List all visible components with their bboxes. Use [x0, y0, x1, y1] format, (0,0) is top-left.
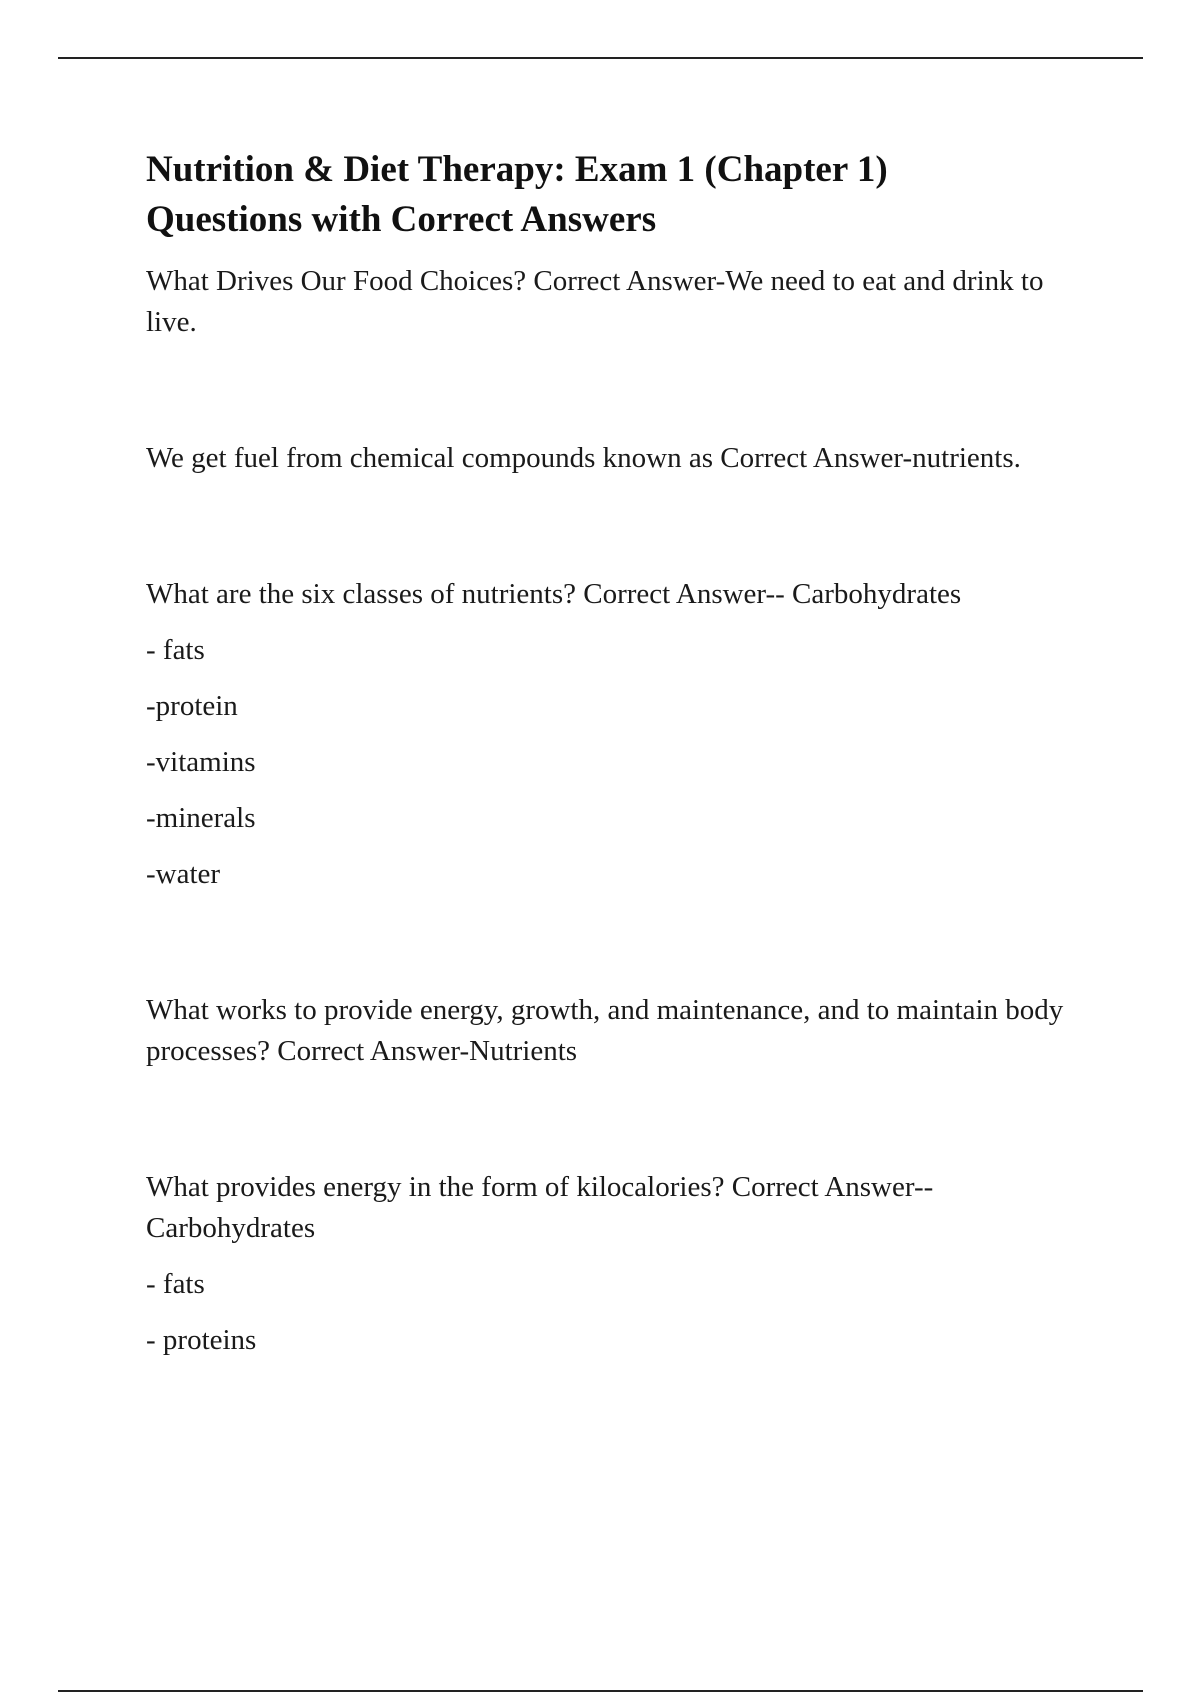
document-body	[146, 145, 1066, 1361]
answer-list-item: -minerals	[146, 802, 256, 834]
answer-list-item: -water	[146, 858, 221, 890]
answer-list	[146, 630, 1066, 895]
qa-text: What are the six classes of nutrients? Correct Answer-- Carbohydrates	[146, 578, 962, 610]
answer-list-item: - fats	[146, 1268, 205, 1300]
header-rule	[58, 57, 1143, 59]
answer-list-item: -protein	[146, 690, 238, 722]
qa-item-5	[146, 1167, 1066, 1361]
answer-list-item: - fats	[146, 634, 205, 666]
document-title	[146, 145, 1066, 245]
answer-list	[146, 1264, 1066, 1361]
document-title-line-2: Questions with Correct Answers	[146, 199, 657, 240]
qa-text: What Drives Our Food Choices? Correct Answer-We need to eat and drink to live.	[146, 265, 1044, 338]
footer-rule	[58, 1690, 1143, 1692]
document-title-line-1: Nutrition & Diet Therapy: Exam 1 (Chapter 1)	[146, 149, 888, 190]
answer-list-item: - proteins	[146, 1324, 257, 1356]
qa-text: We get fuel from chemical compounds known as Correct Answer-nutrients.	[146, 442, 1021, 474]
answer-list-item: -vitamins	[146, 746, 256, 778]
qa-item-2	[146, 438, 1066, 479]
qa-item-3	[146, 574, 1066, 895]
qa-text: What works to provide energy, growth, and maintenance, and to maintain body processes? Correct Answer-Nutrients	[146, 994, 1064, 1067]
qa-item-1	[146, 261, 1066, 343]
qa-text: What provides energy in the form of kilocalories? Correct Answer--Carbohydrates	[146, 1171, 934, 1244]
qa-item-4	[146, 990, 1066, 1072]
